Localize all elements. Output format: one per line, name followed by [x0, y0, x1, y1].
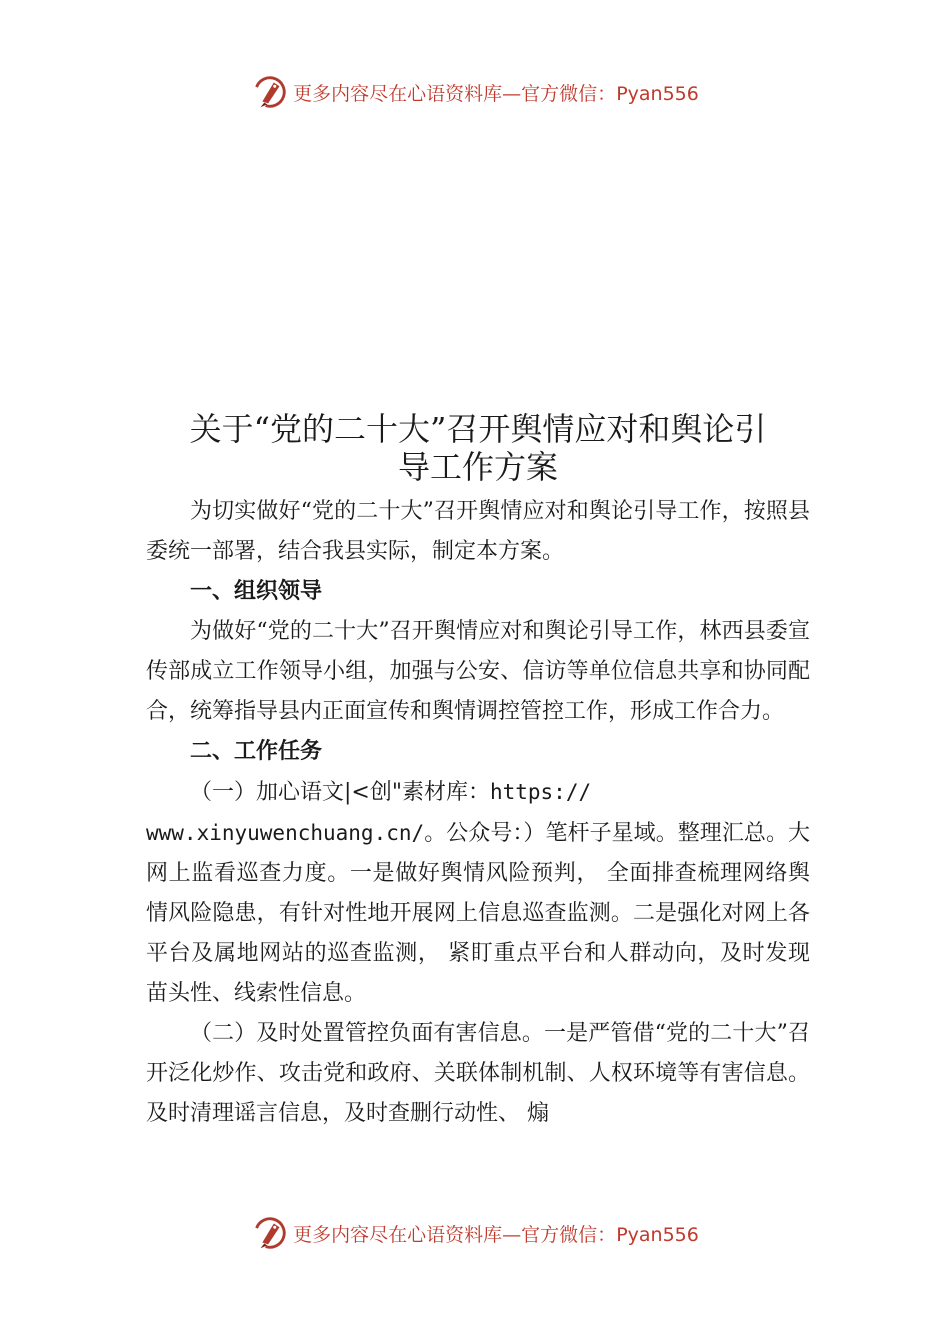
- watermark-text: [293, 1220, 699, 1247]
- section-2-heading: 二、工作任务: [190, 739, 323, 764]
- footer-watermark-banner: [0, 1213, 950, 1253]
- fountain-pen-logo-icon: [251, 1214, 289, 1252]
- item-1-prefix: （一）加心语文|<创"素材库：: [190, 780, 490, 805]
- section-1-paragraph: 为做好“党的二十大”召开舆情应对和舆论引导工作，林西县委宣传部成立工作领导小组，加强与公安、信访等单位信息共享和协同配合，统筹指导县内正面宣传和舆情调控管控工作，形成工作合力。: [146, 619, 810, 724]
- document-body: [146, 410, 810, 1134]
- item-2-paragraph: （二）及时处置管控负面有害信息。一是严管借“党的二十大”召开泛化炒作、攻击党和政府、关联体制机制、人权环境等有害信息。及时清理谣言信息，及时查删行动性、 煽: [146, 1021, 810, 1126]
- fountain-pen-logo-icon: [251, 73, 289, 111]
- watermark-wechat-label: 官方微信：: [521, 1223, 617, 1246]
- item-1-rest: 。公众号：）笔杆子星域。整理汇总。大网上监看巡查力度。一是做好舆情风险预判， 全面排查梳理网络舆情风险隐患，有针对性地开展网上信息巡查监测。二是强化对网上各平台及属地网站的巡查监测， 紧盯重点平台和人群动向，及时发现苗头性、线索性信息。: [146, 821, 810, 1006]
- title-line-1: 关于“党的二十大”召开舆情应对和舆论引: [189, 410, 767, 448]
- watermark-wechat-label: 官方微信：: [521, 82, 617, 105]
- watermark-site-text: 更多内容尽在心语资料库: [293, 82, 503, 105]
- header-watermark-banner: [0, 72, 950, 112]
- document-title: [146, 410, 810, 486]
- item-1-paragraph: [146, 772, 810, 1014]
- title-line-2: 导工作方案: [397, 448, 558, 486]
- watermark-account: Pyan556: [616, 82, 699, 105]
- intro-paragraph: 为切实做好“党的二十大”召开舆情应对和舆论引导工作，按照县委统一部署，结合我县实际，制定本方案。: [146, 499, 810, 564]
- watermark-site-text: 更多内容尽在心语资料库: [293, 1223, 503, 1246]
- watermark-dash: —: [502, 1223, 522, 1246]
- item-1-url-part-a: https://: [489, 780, 592, 804]
- item-1-url-part-b: www.xinyuwenchuang.cn/: [146, 821, 425, 845]
- section-1-heading: 一、组织领导: [190, 579, 323, 604]
- watermark-account: Pyan556: [616, 1223, 699, 1246]
- watermark-text: [293, 79, 699, 106]
- watermark-dash: —: [502, 82, 522, 105]
